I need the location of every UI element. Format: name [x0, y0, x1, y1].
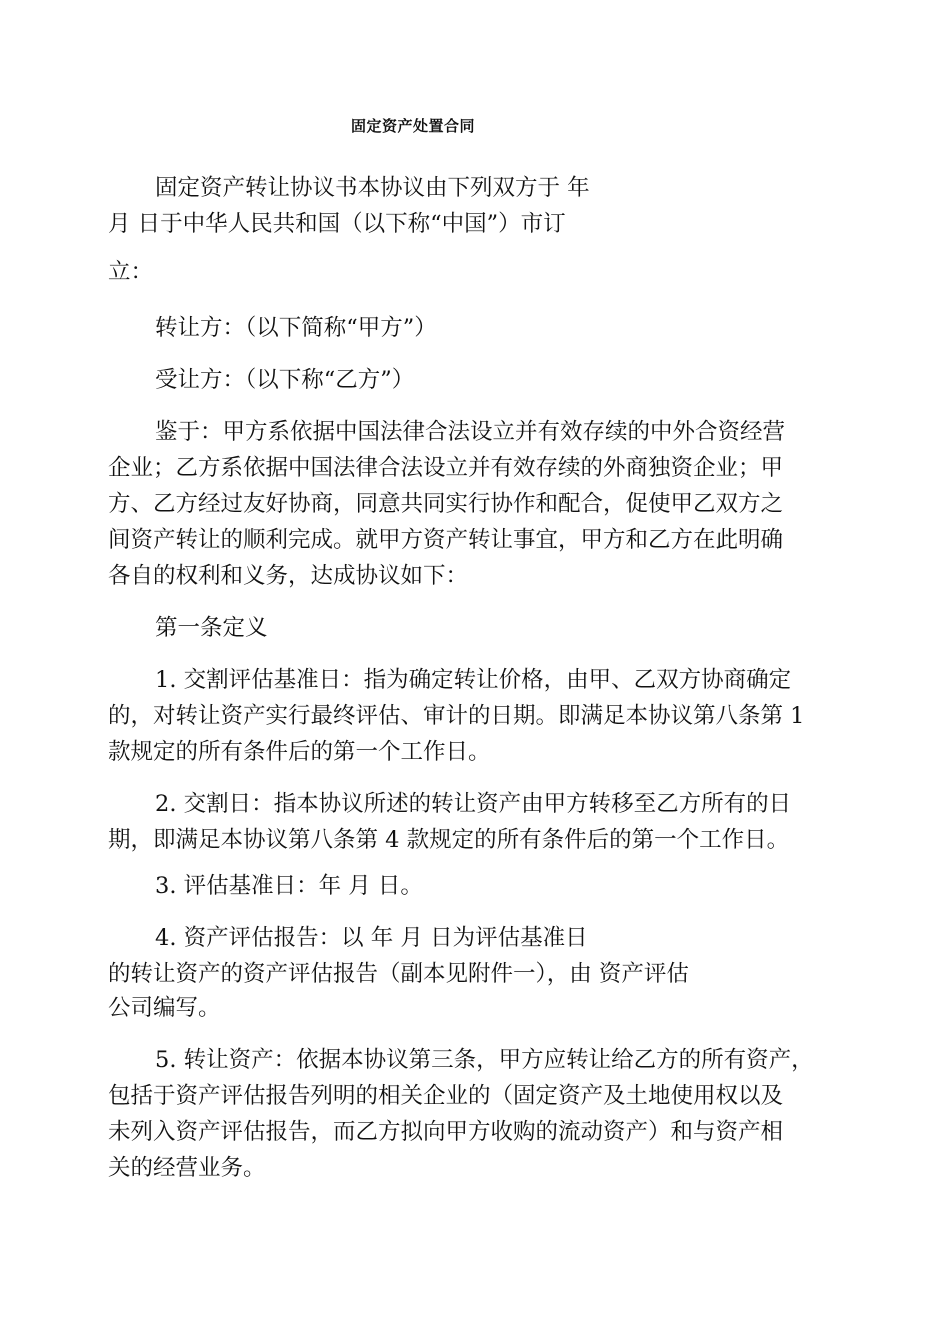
whereas-line-1: 鉴于：甲方系依据中国法律合法设立并有效存续的中外合资经营 — [155, 419, 786, 445]
definition-4-line-3: 公司编写。 — [108, 995, 221, 1021]
document-title: 固定资产处置合同 — [351, 117, 476, 135]
whereas-line-4: 间资产转让的顺利完成。就甲方资产转让事宜，甲方和乙方在此明确 — [108, 527, 784, 553]
transferee-line: 受让方：（以下称“乙方”） — [155, 367, 415, 393]
intro-line-2: 月 日于中华人民共和国（以下称“中国”）市订 — [108, 211, 566, 237]
definition-4-line-2: 的转让资产的资产评估报告（副本见附件一），由 资产评估 — [108, 961, 689, 987]
transferor-line: 转让方：（以下简称“甲方”） — [155, 315, 437, 341]
whereas-line-5: 各自的权利和义务，达成协议如下： — [108, 563, 469, 589]
definition-5-line-1: 5. 转让资产：依据本协议第三条，甲方应转让给乙方的所有资产， — [155, 1047, 814, 1073]
definition-5-line-3: 未列入资产评估报告，而乙方拟向甲方收购的流动资产）和与资产相 — [108, 1119, 784, 1145]
definition-2-line-2: 期，即满足本协议第八条第 4 款规定的所有条件后的第一个工作日。 — [108, 827, 790, 853]
whereas-line-3: 方、乙方经过友好协商，同意共同实行协作和配合，促使甲乙双方之 — [108, 491, 784, 517]
whereas-line-2: 企业；乙方系依据中国法律合法设立并有效存续的外商独资企业；甲 — [108, 455, 784, 481]
definition-5-line-2: 包括于资产评估报告列明的相关企业的（固定资产及土地使用权以及 — [108, 1083, 784, 1109]
intro-line-3: 立： — [108, 259, 154, 285]
definition-3-line: 3. 评估基准日：年 月 日。 — [155, 873, 423, 899]
definition-2-line-1: 2. 交割日：指本协议所述的转让资产由甲方转移至乙方所有的日 — [155, 791, 792, 817]
definition-1-line-2: 的，对转让资产实行最终评估、审计的日期。即满足本协议第八条第 1 — [108, 703, 805, 729]
article-1-heading: 第一条定义 — [155, 615, 268, 641]
definition-4-line-1: 4. 资产评估报告：以 年 月 日为评估基准日 — [155, 925, 588, 951]
definition-1-line-3: 款规定的所有条件后的第一个工作日。 — [108, 739, 491, 765]
intro-line-1: 固定资产转让协议书本协议由下列双方于 年 — [155, 175, 590, 201]
definition-5-line-4: 关的经营业务。 — [108, 1155, 266, 1181]
definition-1-line-1: 1. 交割评估基准日：指为确定转让价格，由甲、乙双方协商确定 — [155, 667, 792, 693]
